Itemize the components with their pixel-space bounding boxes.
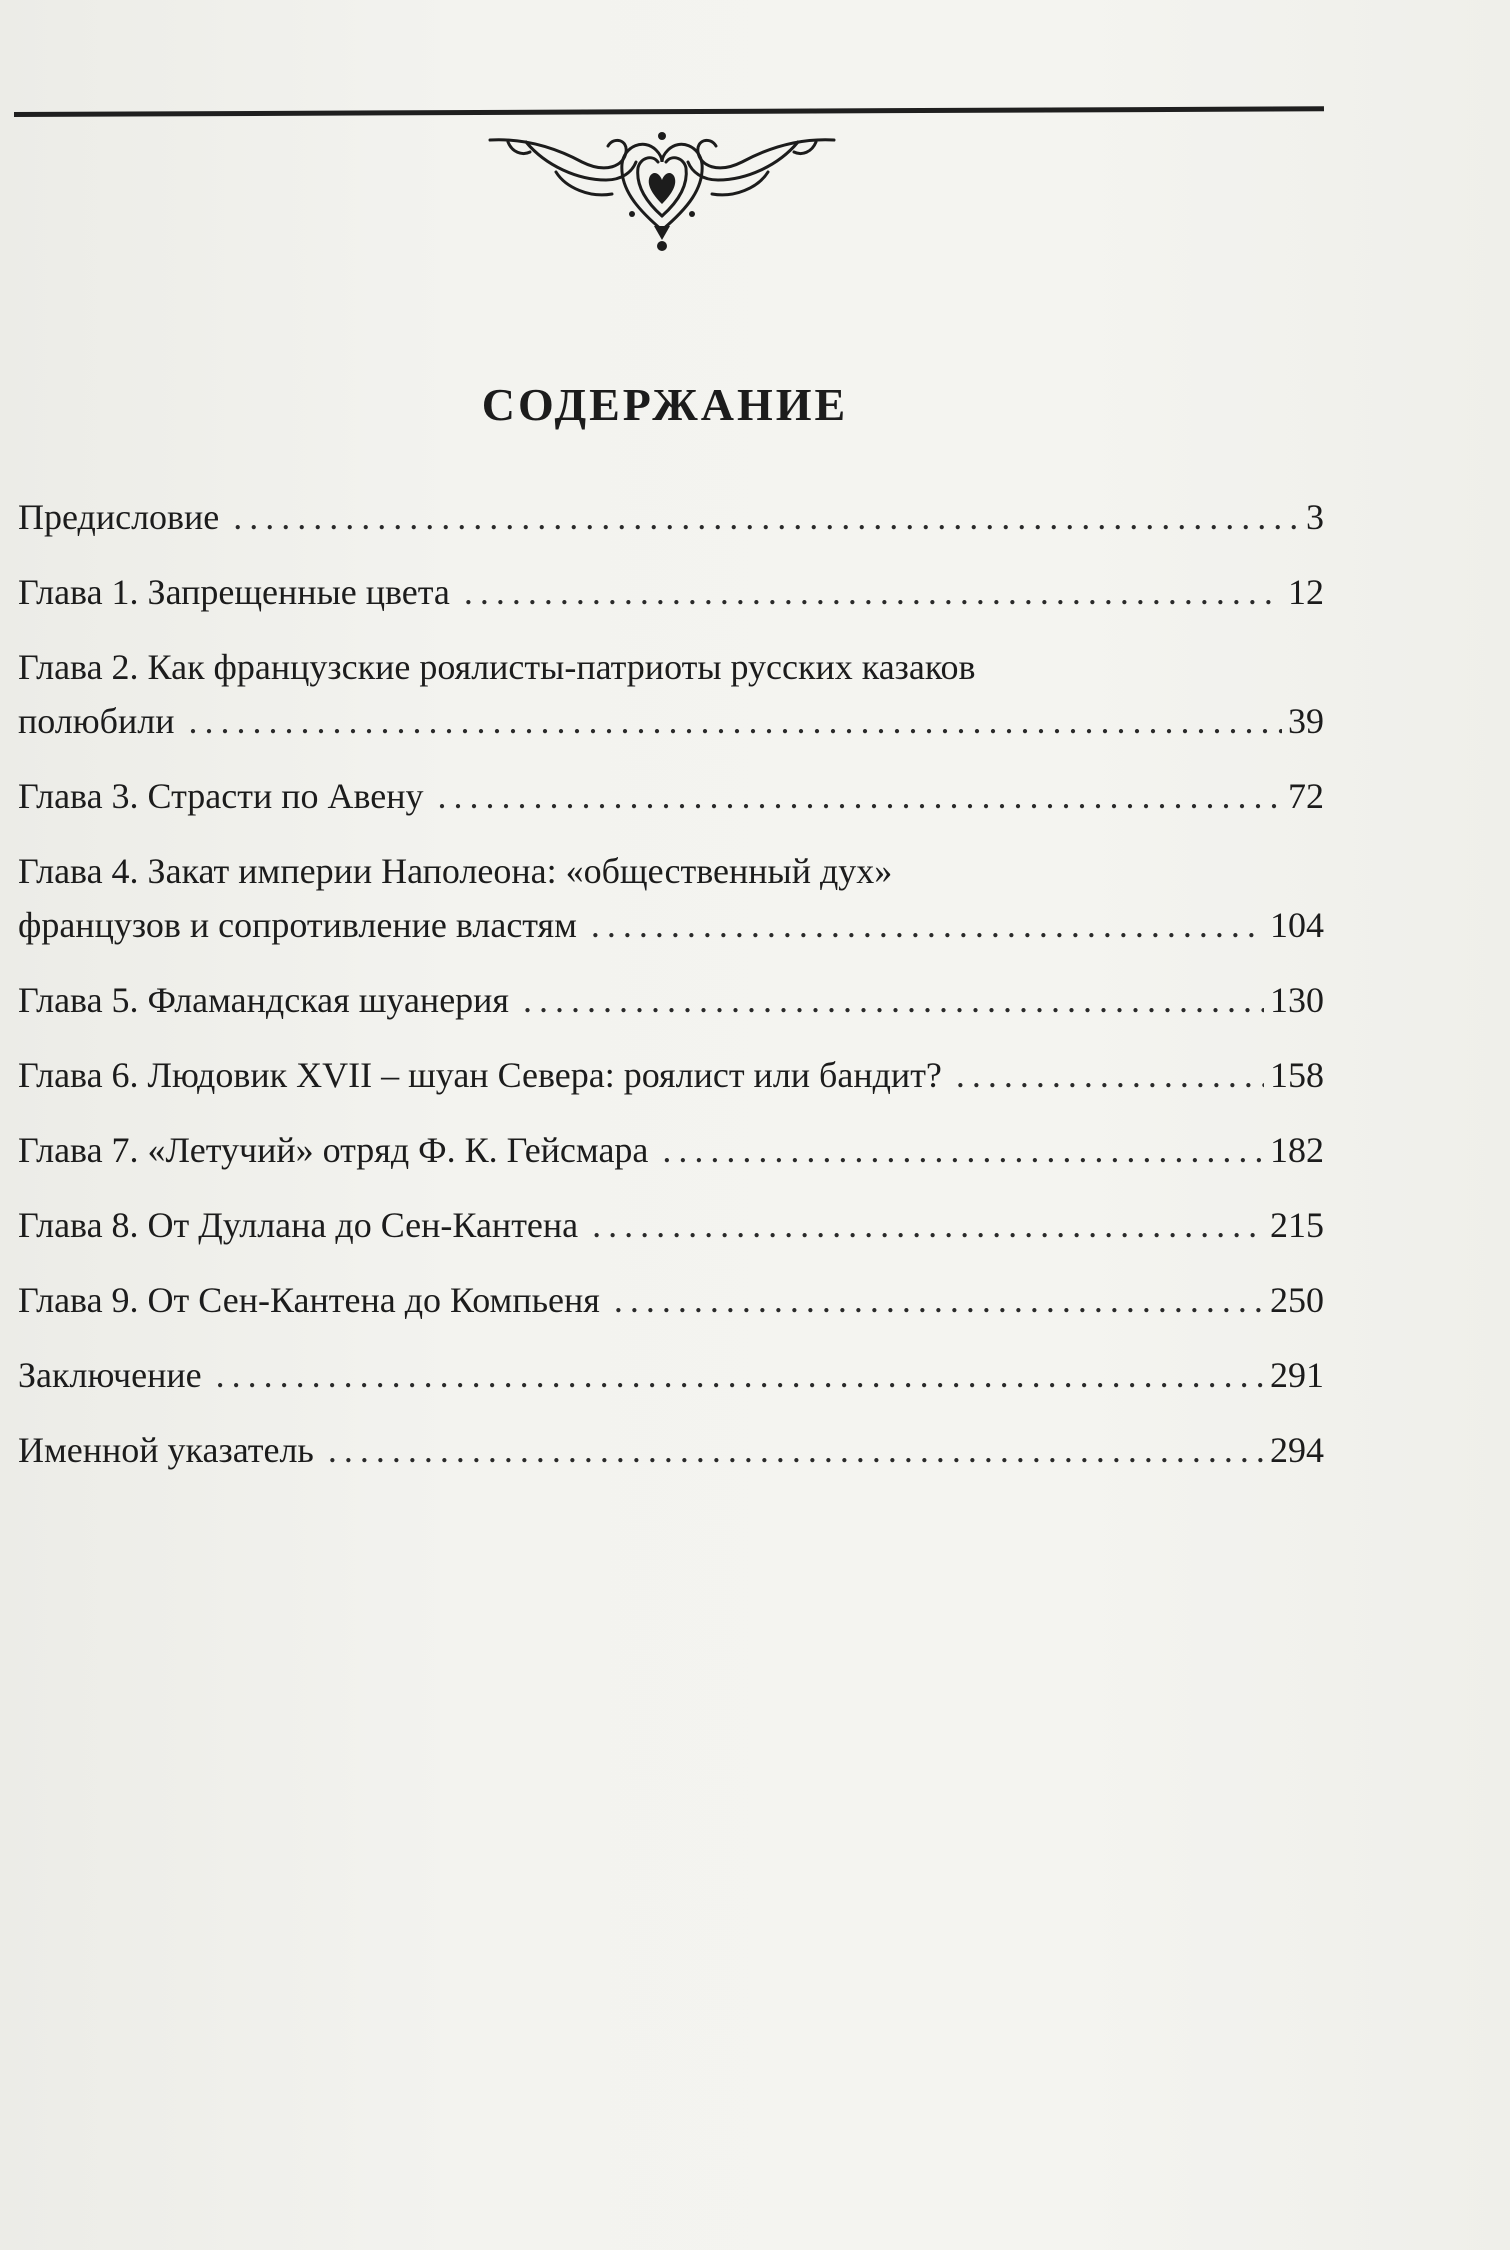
ornament-vignette [486,118,838,258]
toc-entry[interactable] [18,563,1324,621]
toc-entry-title: Глава 1. Запрещенные цвета [18,572,450,612]
toc-entry[interactable] [18,1046,1324,1104]
toc-entry-page: 158 [1270,1055,1324,1095]
toc-entry[interactable] [18,1196,1324,1254]
header-rule [14,106,1324,117]
dot-leader [523,971,1264,1029]
toc-entry-title: Глава 9. От Сен-Кантена до Компьеня [18,1280,600,1320]
toc-entry-title-line1: Глава 4. Закат империи Наполеона: «общественный дух» [18,851,893,891]
toc-entry-page: 294 [1270,1430,1324,1470]
toc-entry[interactable] [18,1271,1324,1329]
toc-entry[interactable] [18,638,1324,750]
toc-entry[interactable] [18,1421,1324,1479]
dot-leader [438,767,1282,825]
toc-entry-title: Глава 8. От Дуллана до Сен-Кантена [18,1205,579,1245]
toc-entry-page: 182 [1270,1130,1324,1170]
toc-entry-page: 104 [1270,905,1324,945]
toc-entry-page: 291 [1270,1355,1324,1395]
dot-leader [216,1346,1264,1404]
toc-entry-page: 39 [1288,701,1324,741]
toc-entry-title: Предисловие [18,497,220,537]
toc-entry[interactable] [18,767,1324,825]
toc-entry-title: французов и сопротивление властям [18,905,577,945]
toc-entry-page: 130 [1270,980,1324,1020]
dot-leader [662,1121,1264,1179]
toc-entry-title: Глава 6. Людовик XVII – шуан Севера: роялист или бандит? [18,1055,942,1095]
toc-entry-title: Глава 5. Фламандская шуанерия [18,980,509,1020]
toc-entry-page: 250 [1270,1280,1324,1320]
toc-entry-page: 72 [1288,776,1324,816]
dot-leader [592,1196,1264,1254]
toc-entry-title-line1: Глава 2. Как французские роялисты-патриоты русских казаков [18,647,976,687]
toc-entry-title: Глава 7. «Летучий» отряд Ф. К. Гейсмара [18,1130,649,1170]
toc-entry-title: Именной указатель [18,1430,314,1470]
dot-leader [233,488,1300,546]
toc-entry[interactable] [18,1346,1324,1404]
toc-entry-page: 3 [1306,497,1324,537]
dot-leader [614,1271,1264,1329]
dot-leader [188,692,1282,750]
dot-leader [591,896,1264,954]
toc-entry[interactable] [18,1121,1324,1179]
toc-entry-title: полюбили [18,701,175,741]
toc-entry-page: 215 [1270,1205,1324,1245]
toc-list [18,488,1324,1496]
toc-entry-title: Глава 3. Страсти по Авену [18,776,424,816]
toc-entry-page: 12 [1288,572,1324,612]
toc-entry[interactable] [18,488,1324,546]
dot-leader [956,1046,1264,1104]
dot-leader [464,563,1282,621]
toc-title: СОДЕРЖАНИЕ [481,379,849,430]
toc-entry-title: Заключение [18,1355,202,1395]
toc-entry[interactable] [18,842,1324,954]
dot-leader [328,1421,1264,1479]
toc-entry[interactable] [18,971,1324,1029]
